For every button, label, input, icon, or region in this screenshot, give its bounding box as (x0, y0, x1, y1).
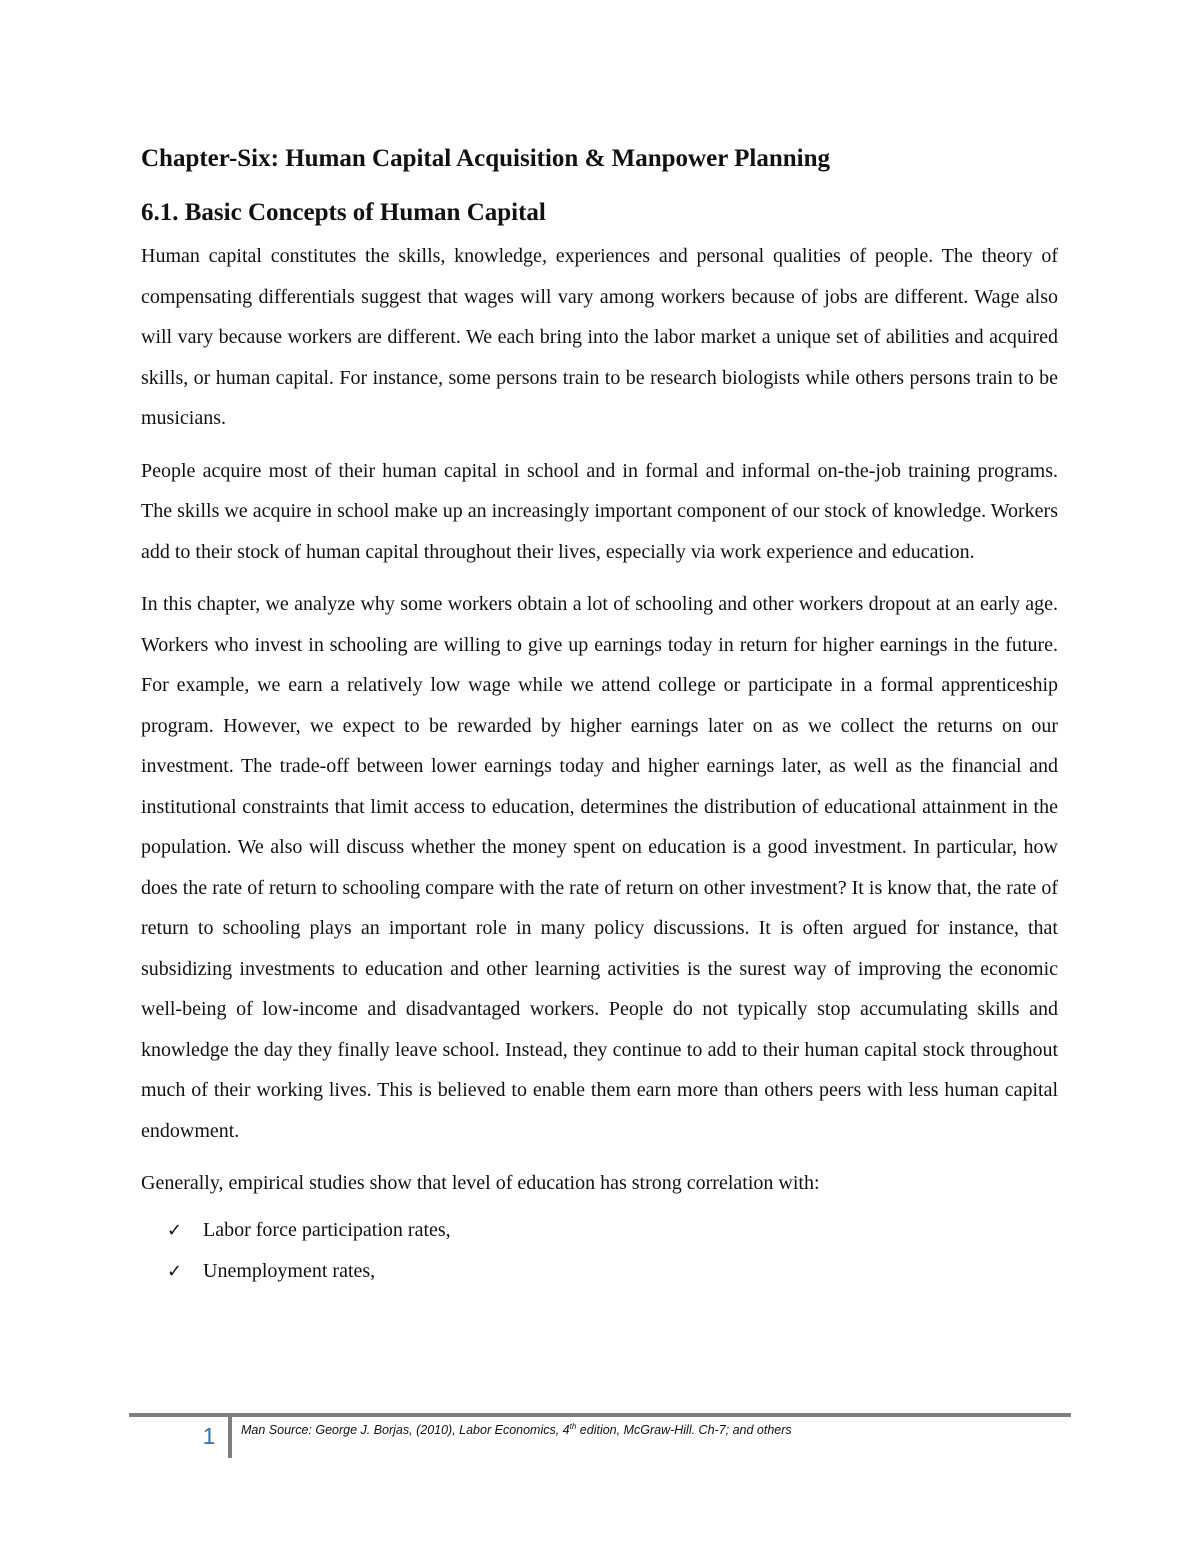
footer-source-text-end: edition, McGraw-Hill. Ch-7; and others (576, 1423, 792, 1438)
list-item-text: Labor force participation rates, (203, 1218, 451, 1241)
paragraph-human-capital-definition: Human capital constitutes the skills, knowledge, experiences and personal qualities of people. The theory of compensating differentials suggest that wages will vary among workers because of jobs are different. Wage also will vary because workers are different. We each bring into the labor market a unique set of abilities and acquired skills, or human capital. For instance, some persons train to be research biologists while others persons train to be musicians. (141, 245, 1058, 429)
footer-source-note (241, 1422, 792, 1437)
list-item-text: Unemployment rates, (203, 1260, 376, 1282)
footer-source-text: Man Source: George J. Borjas, (2010), Labor Economics, 4 (241, 1423, 570, 1438)
page-body (141, 136, 1058, 1293)
footer-divider (129, 1413, 1071, 1417)
list-item (141, 1251, 1058, 1293)
footer-vertical-divider (228, 1413, 232, 1458)
checkmark-icon: ✓ (167, 1261, 183, 1282)
section-title: 6.1. Basic Concepts of Human Capital (141, 199, 546, 226)
chapter-title: Chapter-Six: Human Capital Acquisition & Manpower Planning (141, 145, 830, 172)
list-intro: Generally, empirical studies show that level of education has strong correlation with: (141, 1172, 820, 1194)
paragraph-human-capital-acquisition: People acquire most of their human capital in school and in formal and informal on-the-job training programs. The skills we acquire in school make up an increasingly important component of our stock of knowledge. Workers add to their stock of human capital throughout their lives, especially via work experience and education. (141, 459, 1058, 563)
footer-source-superscript: th (569, 1422, 577, 1431)
checkmark-icon: ✓ (167, 1219, 183, 1241)
list-item (141, 1210, 1058, 1252)
page-number: 1 (202, 1423, 216, 1449)
correlation-list (141, 1210, 1058, 1293)
paragraph-chapter-overview: In this chapter, we analyze why some workers obtain a lot of schooling and other workers dropout at an early age. Workers who invest in schooling are willing to give up earnings today in return for higher earnings in the future. For example, we earn a relatively low wage while we attend college or participate in a formal apprenticeship program. However, we expect to be rewarded by higher earnings later on as we collect the returns on our investment. The trade-off between lower earnings today and higher earnings later, as well as the financial and institutional constraints that limit access to education, determines the distribution of educational attainment in the population. We also will discuss whether the money spent on education is a good investment. In particular, how does the rate of return to schooling compare with the rate of return on other investment? It is know that, the rate of return to schooling plays an important role in many policy discussions. It is often argued for instance, that subsidizing investments to education and other learning activities is the surest way of improving the economic well-being of low-income and disadvantaged workers. People do not typically stop accumulating skills and knowledge the day they finally leave school. Instead, they continue to add to their human capital stock throughout much of their working lives. This is believed to enable them earn more than others peers with less human capital endowment. (141, 593, 1058, 1142)
